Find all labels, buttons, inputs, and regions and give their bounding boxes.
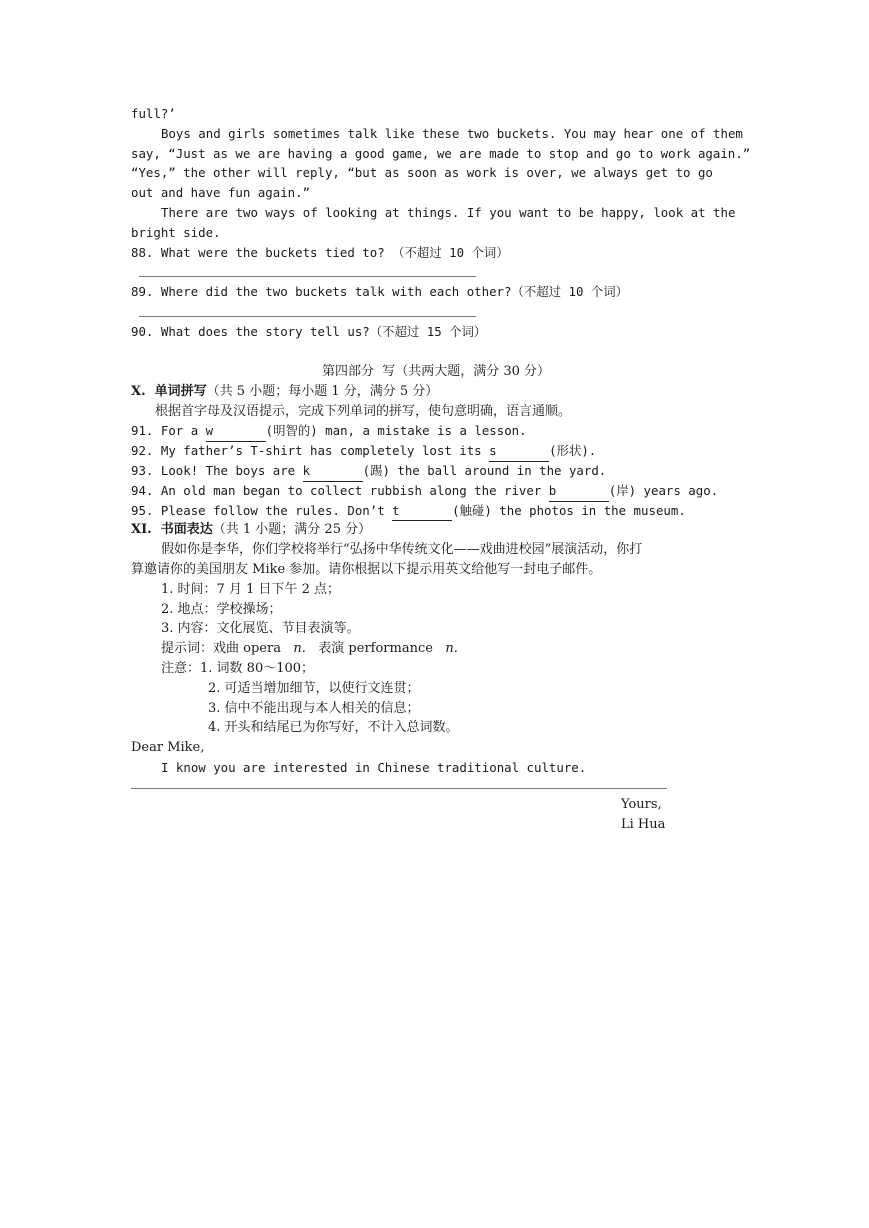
writing-area[interactable]	[131, 782, 667, 789]
spelling-blank[interactable]: s	[489, 441, 549, 462]
passage-line: “Yes,” the other will reply, “but as soon as work is over, we always get to go	[131, 165, 713, 181]
section-11-prompt: 假如你是李华，你们学校将举行“弘扬中华传统文化——戏曲进校园”展演活动，你打	[161, 542, 643, 558]
note: 注意：1. 词数 80～100；	[161, 660, 315, 676]
question-90: 90. What does the story tell us?（不超过 15 个词）	[131, 324, 487, 340]
passage-line: say, “Just as we are having a good game, we are made to stop and go to work again.”	[131, 145, 751, 161]
writing-point: 3. 内容：文化展览、节目表演等。	[161, 621, 360, 637]
letter-closing: Yours,	[621, 796, 662, 812]
letter-signature: Li Hua	[621, 816, 666, 832]
spelling-item-91: 91. For a w (明智的) man, a mistake is a lesson.	[131, 421, 741, 441]
spelling-item-93: 93. Look! The boys are k (踢) the ball around in the yard.	[131, 461, 741, 481]
note: 4. 开头和结尾已为你写好，不计入总词数。	[208, 720, 459, 736]
note: 3. 信中不能出现与本人相关的信息；	[208, 700, 420, 716]
spelling-blank[interactable]: k	[303, 461, 363, 482]
letter-greeting: Dear Mike,	[131, 740, 205, 756]
question-89: 89. Where did the two buckets talk with each other?（不超过 10 个词）	[131, 284, 629, 300]
part4-title: 第四部分 写（共两大题，满分 30 分）	[321, 363, 551, 379]
exam-page	[131, 104, 751, 834]
section-11-prompt: 算邀请你的美国朋友 Mike 参加。请你根据以下提示用英文给他写一封电子邮件。	[131, 561, 602, 577]
letter-opening: I know you are interested in Chinese traditional culture.	[161, 759, 587, 775]
writing-point: 1. 时间：7 月 1 日下午 2 点；	[161, 581, 341, 597]
spelling-blank[interactable]: b	[549, 481, 609, 502]
note: 2. 可适当增加细节，以使行文连贯；	[208, 680, 420, 696]
section-11-heading: XI. 书面表达（共 1 小题；满分 25 分）	[131, 522, 372, 538]
answer-line-88[interactable]	[139, 262, 476, 277]
question-88: 88. What were the buckets tied to? （不超过 10 个词）	[131, 244, 509, 260]
hint-words: 提示词：戏曲 opera n. 表演 performance n.	[161, 641, 458, 657]
spelling-item-94: 94. An old man began to collect rubbish along the river b (岸) years ago.	[131, 481, 741, 501]
passage-line: bright side.	[131, 224, 221, 240]
spelling-blank[interactable]: t	[392, 501, 452, 522]
passage-line: full?’	[131, 106, 176, 121]
passage-line: out and have fun again.”	[131, 185, 311, 201]
spelling-item-95: 95. Please follow the rules. Don’t t (触碰) the photos in the museum.	[131, 501, 741, 521]
spelling-blank[interactable]: w	[206, 421, 266, 442]
passage-line: There are two ways of looking at things. If you want to be happy, look at the	[161, 204, 736, 220]
section-10-heading: X. 单词拼写（共 5 小题；每小题 1 分，满分 5 分）	[131, 383, 439, 399]
writing-point: 2. 地点：学校操场；	[161, 601, 282, 617]
section-10-instruction: 根据首字母及汉语提示，完成下列单词的拼写，使句意明确，语言通顺。	[155, 403, 572, 419]
answer-line-89[interactable]	[139, 302, 476, 317]
passage-line: Boys and girls sometimes talk like these two buckets. You may hear one of them	[161, 125, 743, 141]
spelling-item-92: 92. My father’s T-shirt has completely lost its s (形状).	[131, 441, 741, 461]
